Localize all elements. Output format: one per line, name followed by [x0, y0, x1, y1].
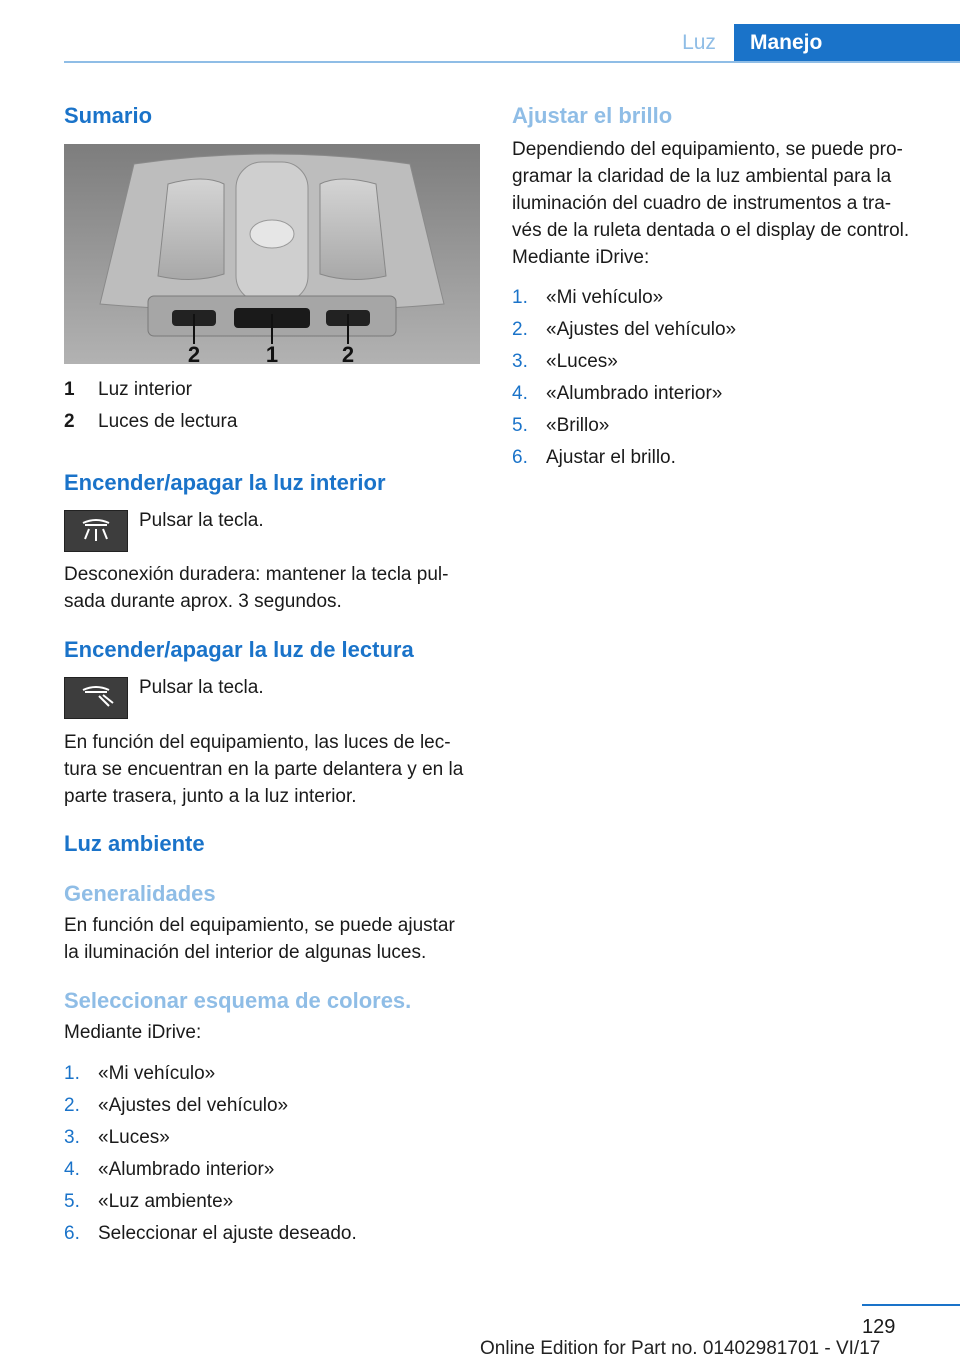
- step-number: 6.: [512, 447, 528, 468]
- step-text: «Mi vehículo»: [546, 287, 664, 308]
- legend-item-2: [64, 408, 237, 435]
- general-subtitle: Generalidades: [64, 881, 216, 906]
- reading-light-key-icon: [64, 677, 128, 719]
- interior-paragraph-line: Desconexión duradera: mantener la tecla pul-: [64, 564, 449, 585]
- list-item: [64, 1060, 357, 1092]
- list-item: [512, 444, 736, 476]
- brightness-paragraph-line: iluminación del cuadro de instrumentos a tra-: [512, 193, 892, 214]
- reading-paragraph-line: tura se encuentran en la parte delantera y en la: [64, 759, 464, 780]
- figure-label-1: 1: [265, 342, 279, 364]
- step-text: «Luces»: [98, 1127, 170, 1148]
- general-paragraph-line: En función del equipamiento, se puede ajustar: [64, 915, 455, 936]
- figure-label-2-right: 2: [341, 342, 355, 364]
- tab-luz[interactable]: Luz: [682, 31, 716, 54]
- edition-footer: Online Edition for Part no. 01402981701 - VI/17: [480, 1338, 881, 1359]
- color-scheme-subtitle: Seleccionar esquema de colores.: [64, 988, 412, 1013]
- step-text: «Luces»: [546, 351, 618, 372]
- brightness-paragraph-line: vés de la ruleta dentada o el display de control.: [512, 220, 910, 241]
- interior-light-key-icon: [64, 510, 128, 552]
- step-text: «Alumbrado interior»: [98, 1159, 275, 1180]
- list-item: [512, 316, 736, 348]
- step-number: 1.: [512, 287, 528, 308]
- reading-light-title: Encender/apagar la luz de lectura: [64, 637, 414, 662]
- figure-label-2-left: 2: [187, 342, 201, 364]
- chapter-tabs: [664, 24, 960, 62]
- legend-text: Luz interior: [98, 379, 192, 400]
- general-paragraph-line: la iluminación del interior de algunas luces.: [64, 942, 427, 963]
- brightness-intro: Mediante iDrive:: [512, 247, 650, 268]
- reading-paragraph-line: En función del equipamiento, las luces de lec-: [64, 732, 451, 753]
- overhead-console-photo: [64, 144, 480, 364]
- page-number: 129: [862, 1316, 896, 1338]
- brightness-title: Ajustar el brillo: [512, 103, 673, 128]
- tab-manejo[interactable]: Manejo: [734, 24, 960, 62]
- step-number: 5.: [512, 415, 528, 436]
- list-item: [64, 1092, 357, 1124]
- header-rule: [64, 61, 960, 63]
- brightness-paragraph-line: gramar la claridad de la luz ambiental para la: [512, 166, 892, 187]
- step-number: 3.: [512, 351, 528, 372]
- color-scheme-intro: Mediante iDrive:: [64, 1022, 202, 1043]
- footer-rule: [862, 1304, 960, 1306]
- step-text: Ajustar el brillo.: [546, 447, 676, 468]
- interior-press-text: Pulsar la tecla.: [139, 510, 264, 531]
- step-text: «Alumbrado interior»: [546, 383, 723, 404]
- sumario-title: Sumario: [64, 103, 153, 128]
- step-number: 2.: [64, 1095, 80, 1116]
- overhead-console-illustration: [64, 144, 480, 364]
- step-number: 1.: [64, 1063, 80, 1084]
- legend-text: Luces de lectura: [98, 411, 238, 432]
- legend-number: 2: [64, 411, 75, 432]
- list-item: [512, 412, 736, 444]
- list-item: [64, 1220, 357, 1252]
- step-text: «Ajustes del vehículo»: [546, 319, 737, 340]
- step-number: 2.: [512, 319, 528, 340]
- step-text: «Ajustes del vehículo»: [98, 1095, 289, 1116]
- step-number: 5.: [64, 1191, 80, 1212]
- step-text: Seleccionar el ajuste deseado.: [98, 1223, 357, 1244]
- legend-number: 1: [64, 379, 75, 400]
- legend-item-1: [64, 376, 192, 403]
- list-item: [512, 380, 736, 412]
- interior-light-title: Encender/apagar la luz interior: [64, 470, 386, 495]
- step-number: 4.: [512, 383, 528, 404]
- list-item: [64, 1124, 357, 1156]
- ambient-light-title: Luz ambiente: [64, 831, 205, 856]
- list-item: [64, 1156, 357, 1188]
- brightness-paragraph-line: Dependiendo del equipamiento, se puede pro-: [512, 139, 903, 160]
- list-item: [512, 348, 736, 380]
- step-number: 3.: [64, 1127, 80, 1148]
- color-scheme-steps: [64, 1060, 357, 1252]
- reading-paragraph-line: parte trasera, junto a la luz interior.: [64, 786, 357, 807]
- step-number: 4.: [64, 1159, 80, 1180]
- step-number: 6.: [64, 1223, 80, 1244]
- brightness-steps: [512, 284, 736, 476]
- step-text: «Luz ambiente»: [98, 1191, 234, 1212]
- step-text: «Mi vehículo»: [98, 1063, 216, 1084]
- list-item: [512, 284, 736, 316]
- step-text: «Brillo»: [546, 415, 610, 436]
- interior-paragraph-line: sada durante aprox. 3 segundos.: [64, 591, 342, 612]
- reading-press-text: Pulsar la tecla.: [139, 677, 264, 698]
- list-item: [64, 1188, 357, 1220]
